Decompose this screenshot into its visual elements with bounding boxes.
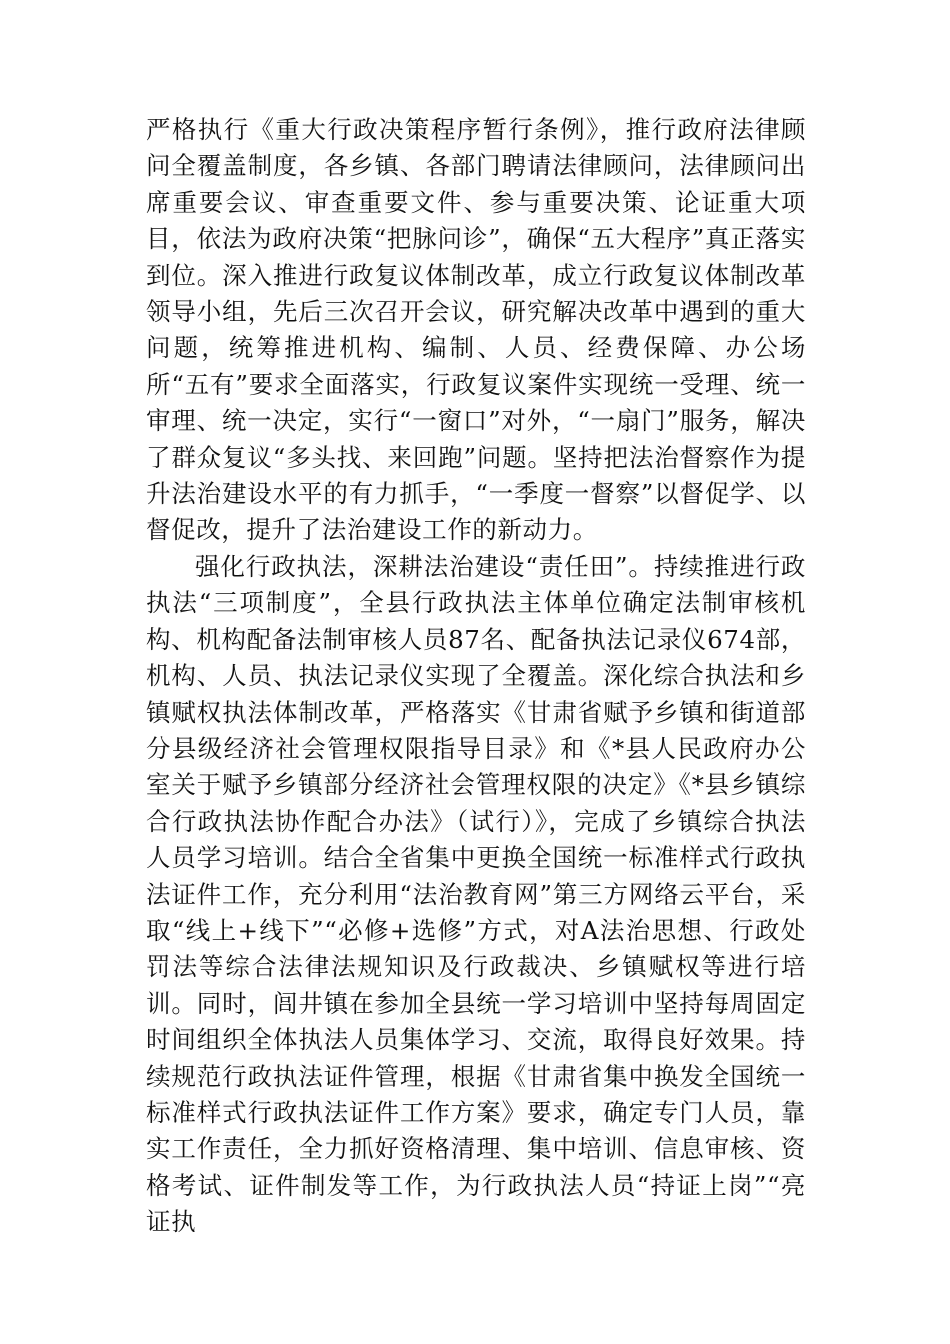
paragraph-2: 强化行政执法，深耕法治建设“责任田”。持续推进行政执法“三项制度”，全县行政执法主体单位确定法制审核机构、机构配备法制审核人员87名、配备执法记录仪674部，机构、人员、执法记录仪实现了全覆盖。深化综合执法和乡镇赋权执法体制改革，严格落实《甘肃省赋予乡镇和街道部分县级经济社会管理权限指导目录》和《*县人民政府办公室关于赋予乡镇部分经济社会管理权限的决定》《*县乡镇综合行政执法协作配合办法》（试行）》，完成了乡镇综合执法人员学习培训。结合全省集中更换全国统一标准样式行政执法证件工作，充分利用“法治教育网”第三方网络云平台，采取“线上+线下”“必修+选修”方式，对A法治思想、行政处罚法等综合法律法规知识及行政裁决、乡镇赋权等进行培训。同时，闾井镇在参加全县统一学习培训中坚持每周固定时间组织全体执法人员集体学习、交流，取得良好效果。持续规范行政执法证件管理，根据《甘肃省集中换发全国统一标准样式行政执法证件工作方案》要求，确定专门人员，靠实工作责任，全力抓好资格清理、集中培训、信息审核、资格考试、证件制发等工作，为行政执法人员“持证上岗”“亮证执 <box>146 551 806 1237</box>
paragraph-1: 严格执行《重大行政决策程序暂行条例》，推行政府法律顾问全覆盖制度，各乡镇、各部门聘请法律顾问，法律顾问出席重要会议、审查重要文件、参与重要决策、论证重大项目，依法为政府决策“把脉问诊”，确保“五大程序”真正落实到位。深入推进行政复议体制改革，成立行政复议体制改革领导小组，先后三次召开会议，研究解决改革中遇到的重大问题，统筹推进机构、编制、人员、经费保障、办公场所“五有”要求全面落实，行政复议案件实现统一受理、统一审理、统一决定，实行“一窗口”对外，“一扇门”服务，解决了群众复议“多头找、来回跑”问题。坚持把法治督察作为提升法治建设水平的有力抓手，“一季度一督察”以督促学、以督促改，提升了法治建设工作的新动力。 <box>146 115 806 545</box>
document-body <box>146 112 806 1241</box>
